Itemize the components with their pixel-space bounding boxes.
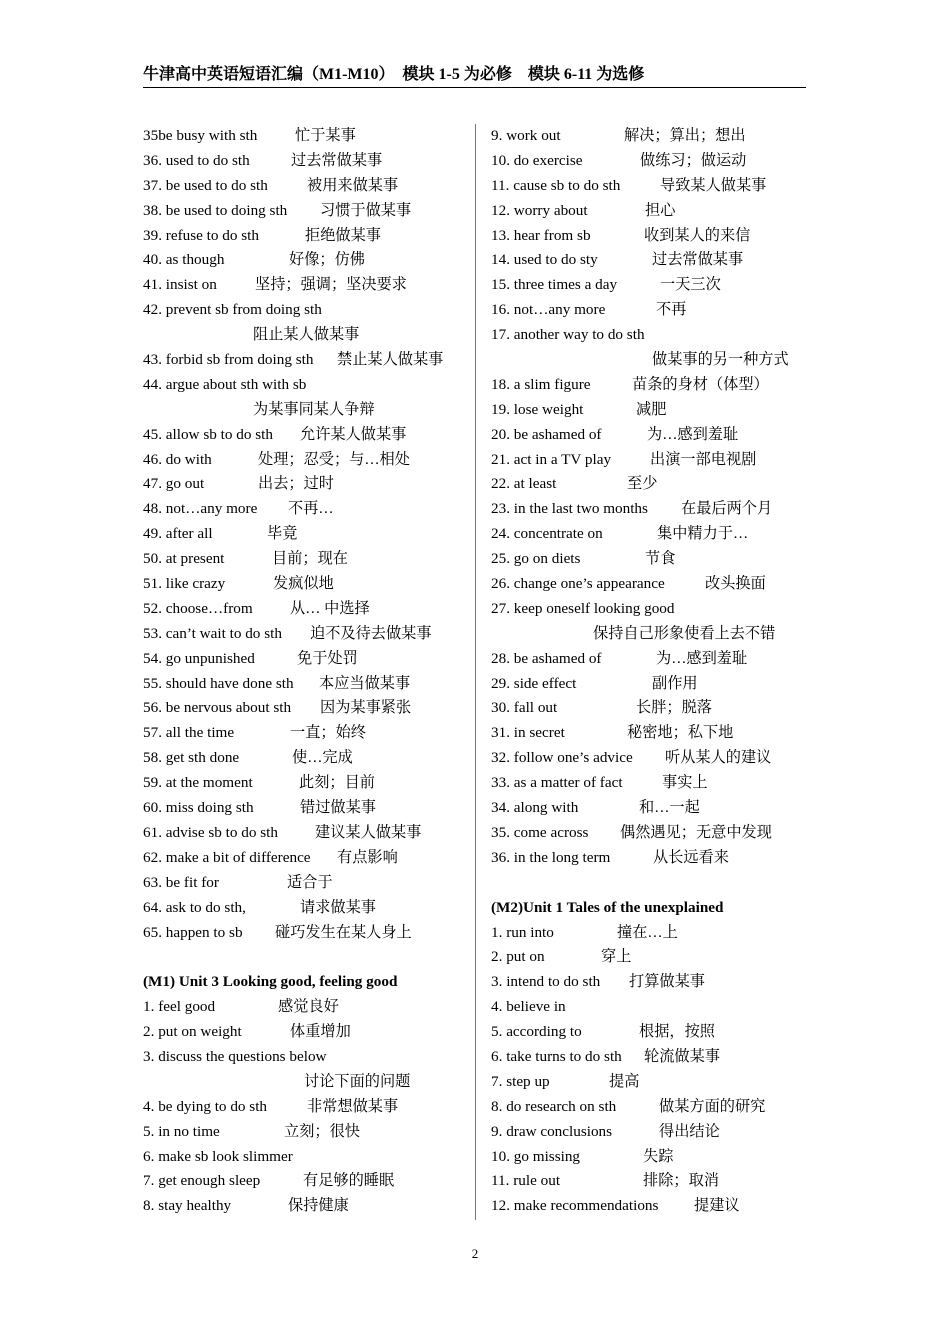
phrase-english: 7. get enough sleep (143, 1172, 261, 1190)
phrase-entry (491, 199, 821, 224)
phrase-chinese: 改头换面 (705, 575, 766, 593)
phrase-entry (491, 423, 821, 448)
phrase-entry (491, 448, 821, 473)
phrase-entry (143, 796, 473, 821)
phrase-english: 13. hear from sb (491, 226, 591, 244)
phrase-entry (491, 472, 821, 497)
phrase-chinese: 集中精力于… (657, 525, 749, 543)
phrase-chinese: 轮流做某事 (644, 1047, 720, 1065)
phrase-english: 4. believe in (491, 998, 566, 1016)
phrase-chinese: 长胖；脱落 (636, 699, 712, 717)
phrase-chinese: 错过做某事 (300, 799, 376, 817)
phrase-english: 9. work out (491, 127, 561, 144)
phrase-english: 35. come across (491, 823, 589, 841)
phrase-english: 24. concentrate on (491, 525, 603, 543)
phrase-entry (491, 373, 821, 398)
phrase-chinese: 根据，按照 (639, 1023, 715, 1041)
phrase-chinese: 秘密地；私下地 (627, 724, 734, 742)
phrase-english: 50. at present (143, 550, 225, 568)
phrase-entry (143, 1120, 473, 1145)
phrase-english: 46. do with (143, 450, 212, 468)
section-heading (143, 970, 473, 995)
phrase-entry (143, 647, 473, 672)
phrase-entry (491, 1020, 821, 1045)
phrase-english: 31. in secret (491, 724, 565, 742)
phrase-english: 22. at least (491, 475, 557, 493)
phrase-english: 48. not…any more (143, 500, 258, 518)
phrase-english: 7. step up (491, 1072, 550, 1090)
phrase-english: 1. feel good (143, 998, 216, 1016)
phrase-entry (491, 1169, 821, 1194)
phrase-entry (143, 1145, 473, 1170)
phrase-chinese: 过去常做某事 (291, 151, 383, 169)
phrase-chinese: 体重增加 (290, 1023, 351, 1041)
phrase-entry (491, 597, 821, 622)
phrase-chinese: 出演一部电视剧 (650, 450, 757, 468)
phrase-chinese: 使…完成 (292, 749, 353, 767)
phrase-entry (491, 721, 821, 746)
phrase-chinese: 减肥 (636, 400, 667, 418)
section-heading (491, 896, 821, 921)
phrase-chinese: 非常想做某事 (307, 1097, 399, 1115)
phrase-chinese: 感觉良好 (278, 998, 339, 1016)
phrase-entry (491, 1194, 821, 1219)
phrase-entry (491, 846, 821, 871)
phrase-chinese: 本应当做某事 (319, 674, 411, 692)
phrase-english: 8. do research on sth (491, 1097, 617, 1115)
phrase-entry (143, 672, 473, 697)
phrase-entry (143, 921, 473, 946)
phrase-entry (143, 746, 473, 771)
phrase-chinese: 有足够的睡眠 (303, 1172, 395, 1190)
phrase-entry (143, 1045, 473, 1070)
phrase-english: 37. be used to do sth (143, 176, 268, 194)
phrase-english: 41. insist on (143, 276, 217, 294)
phrase-english: 30. fall out (491, 699, 558, 717)
phrase-entry (491, 1120, 821, 1145)
phrase-chinese: 好像；仿佛 (289, 251, 365, 269)
phrase-entry (143, 323, 473, 348)
phrase-entry (143, 522, 473, 547)
phrase-chinese: 出去；过时 (258, 475, 334, 493)
phrase-entry (143, 472, 473, 497)
phrase-chinese: 穿上 (601, 948, 632, 966)
phrase-entry (143, 398, 473, 423)
phrase-chinese: 提高 (609, 1072, 640, 1090)
phrase-chinese: 为…感到羞耻 (647, 425, 739, 443)
phrase-chinese: 节食 (645, 550, 676, 568)
phrase-chinese: 保持健康 (288, 1197, 349, 1215)
phrase-english: 33. as a matter of fact (491, 774, 623, 792)
phrase-entry (491, 970, 821, 995)
left-column (143, 124, 473, 1219)
phrase-entry (143, 248, 473, 273)
phrase-english: 32. follow one’s advice (491, 749, 633, 767)
phrase-entry (143, 821, 473, 846)
phrase-english: 5. according to (491, 1023, 582, 1041)
phrase-english: 1. run into (491, 923, 554, 941)
phrase-chinese: 一直；始终 (290, 724, 366, 742)
page-header: 牛津高中英语短语汇编（M1-M10） 模块 1-5 为必修 模块 6-11 为选修 (143, 64, 806, 88)
phrase-english: 26. change one’s appearance (491, 575, 665, 593)
page-number: 2 (471, 1246, 479, 1261)
phrase-entry (143, 696, 473, 721)
phrase-chinese: 撞在…上 (617, 923, 678, 941)
phrase-english: 61. advise sb to do sth (143, 823, 278, 841)
phrase-chinese: 迫不及待去做某事 (310, 624, 432, 642)
phrase-entry (491, 771, 821, 796)
phrase-chinese: 有点影响 (337, 848, 398, 866)
phrase-chinese: 因为某事紧张 (320, 699, 412, 717)
phrase-entry (143, 373, 473, 398)
phrase-entry (143, 721, 473, 746)
phrase-english: 3. intend to do sth (491, 973, 601, 991)
phrase-chinese: 免于处罚 (297, 649, 358, 667)
phrase-chinese: 解决；算出；想出 (624, 127, 746, 144)
phrase-english: (M1) Unit 3 Looking good, feeling good (143, 973, 398, 991)
phrase-english: 47. go out (143, 475, 205, 493)
phrase-chinese: 毕竟 (267, 525, 298, 543)
phrase-english: 57. all the time (143, 724, 235, 742)
phrase-entry (143, 273, 473, 298)
phrase-english: 40. as though (143, 251, 225, 269)
column-divider (475, 124, 476, 1220)
phrase-entry (491, 821, 821, 846)
phrase-chinese: 事实上 (662, 774, 708, 792)
phrase-english: 3. discuss the questions below (143, 1047, 327, 1065)
blank-line (491, 871, 821, 896)
phrase-english: 58. get sth done (143, 749, 240, 767)
phrase-english: 55. should have done sth (143, 674, 294, 692)
phrase-entry (491, 622, 821, 647)
phrase-english: 52. choose…from (143, 599, 253, 617)
phrase-english: 44. argue about sth with sb (143, 375, 307, 393)
phrase-entry (491, 1095, 821, 1120)
phrase-english: 36. in the long term (491, 848, 611, 866)
phrase-entry (143, 622, 473, 647)
phrase-english: 16. not…any more (491, 301, 606, 319)
phrase-english: 43. forbid sb from doing sth (143, 351, 314, 369)
phrase-chinese: 在最后两个月 (681, 500, 773, 518)
phrase-entry (491, 323, 821, 348)
phrase-chinese: 偶然遇见；无意中发现 (620, 823, 772, 841)
phrase-english: 12. make recommendations (491, 1197, 659, 1215)
phrase-english: 4. be dying to do sth (143, 1097, 268, 1115)
blank-line (143, 945, 473, 970)
phrase-english: 36. used to do sth (143, 151, 250, 169)
phrase-entry (491, 696, 821, 721)
phrase-chinese: 为…感到羞耻 (656, 649, 748, 667)
phrase-entry (143, 846, 473, 871)
phrase-entry (143, 149, 473, 174)
phrase-chinese: 导致某人做某事 (660, 176, 767, 194)
right-column (491, 124, 821, 1219)
phrase-chinese: 习惯于做某事 (320, 201, 412, 219)
phrase-english: 38. be used to doing sth (143, 201, 288, 219)
phrase-english: 25. go on diets (491, 550, 581, 568)
phrase-chinese: 得出结论 (659, 1122, 720, 1140)
phrase-english: 54. go unpunished (143, 649, 255, 667)
phrase-entry (143, 871, 473, 896)
phrase-english: 45. allow sb to do sth (143, 425, 273, 443)
phrase-english: 39. refuse to do sth (143, 226, 259, 244)
phrase-chinese: 失踪 (643, 1147, 674, 1165)
phrase-chinese: 过去常做某事 (652, 251, 744, 269)
phrase-chinese: 处理；忍受；与…相处 (258, 450, 410, 468)
phrase-english: 19. lose weight (491, 400, 584, 418)
phrase-chinese: 提建议 (694, 1197, 740, 1215)
phrase-entry (143, 597, 473, 622)
phrase-chinese: 担心 (645, 201, 676, 219)
phrase-chinese: 阻止某人做某事 (253, 326, 360, 344)
phrase-chinese: 目前；现在 (272, 550, 348, 568)
phrase-english: 10. go missing (491, 1147, 581, 1165)
phrase-entry (143, 174, 473, 199)
phrase-entry (491, 1045, 821, 1070)
phrase-english: 11. cause sb to do sth (491, 176, 621, 194)
phrase-entry (491, 1070, 821, 1095)
phrase-entry (491, 1145, 821, 1170)
phrase-entry (143, 896, 473, 921)
phrase-chinese: 立刻；很快 (284, 1122, 360, 1140)
phrase-entry (143, 1070, 473, 1095)
phrase-entry (143, 1169, 473, 1194)
phrase-english: 10. do exercise (491, 151, 583, 169)
phrase-chinese: 做练习；做运动 (640, 151, 747, 169)
phrase-english: 35be busy with sth (143, 127, 258, 144)
phrase-english: 11. rule out (491, 1172, 561, 1190)
phrase-english: 6. make sb look slimmer (143, 1147, 293, 1165)
phrase-english: 12. worry about (491, 201, 588, 219)
phrase-entry (491, 298, 821, 323)
phrase-entry (143, 547, 473, 572)
phrase-english: 17. another way to do sth (491, 326, 645, 344)
phrase-entry (143, 1194, 473, 1219)
phrase-chinese: 不再… (288, 500, 334, 518)
phrase-english: 49. after all (143, 525, 213, 543)
phrase-entry (491, 796, 821, 821)
phrase-chinese: 讨论下面的问题 (304, 1072, 411, 1090)
phrase-english: 62. make a bit of difference (143, 848, 311, 866)
phrase-chinese: 做某方面的研究 (659, 1097, 766, 1115)
phrase-entry (143, 448, 473, 473)
phrase-english: 2. put on weight (143, 1023, 242, 1041)
phrase-chinese: 碰巧发生在某人身上 (275, 923, 412, 941)
phrase-entry (491, 124, 821, 149)
phrase-chinese: 从长远看来 (653, 848, 729, 866)
phrase-entry (491, 921, 821, 946)
phrase-entry (143, 1020, 473, 1045)
phrase-chinese: 发疯似地 (273, 575, 334, 593)
phrase-entry (491, 572, 821, 597)
phrase-english: 14. used to do sty (491, 251, 598, 269)
phrase-english: 42. prevent sb from doing sth (143, 301, 322, 319)
phrase-chinese: 忙于某事 (295, 127, 356, 144)
phrase-english: (M2)Unit 1 Tales of the unexplained (491, 898, 724, 916)
phrase-chinese: 被用来做某事 (307, 176, 399, 194)
phrase-chinese: 苗条的身材（体型） (632, 375, 769, 393)
phrase-english: 28. be ashamed of (491, 649, 602, 667)
phrase-entry (143, 771, 473, 796)
phrase-entry (143, 572, 473, 597)
phrase-entry (143, 124, 473, 149)
phrase-english: 15. three times a day (491, 276, 618, 294)
phrase-chinese: 收到某人的来信 (644, 226, 751, 244)
phrase-english: 6. take turns to do sth (491, 1047, 622, 1065)
phrase-chinese: 适合于 (287, 873, 333, 891)
phrase-entry (143, 224, 473, 249)
phrase-english: 23. in the last two months (491, 500, 648, 518)
phrase-entry (491, 746, 821, 771)
phrase-chinese: 拒绝做某事 (305, 226, 381, 244)
phrase-english: 65. happen to sb (143, 923, 243, 941)
phrase-entry (491, 497, 821, 522)
phrase-entry (491, 348, 821, 373)
phrase-english: 8. stay healthy (143, 1197, 232, 1215)
phrase-english: 18. a slim figure (491, 375, 591, 393)
phrase-entry (491, 224, 821, 249)
phrase-entry (491, 672, 821, 697)
phrase-chinese: 坚持；强调；坚决要求 (255, 276, 407, 294)
phrase-english: 5. in no time (143, 1122, 220, 1140)
phrase-entry (491, 174, 821, 199)
phrase-english: 56. be nervous about sth (143, 699, 292, 717)
phrase-chinese: 至少 (627, 475, 658, 493)
phrase-english: 51. like crazy (143, 575, 226, 593)
phrase-english: 53. can’t wait to do sth (143, 624, 282, 642)
phrase-entry (491, 945, 821, 970)
phrase-english: 27. keep oneself looking good (491, 599, 675, 617)
phrase-entry (491, 522, 821, 547)
phrase-chinese: 做某事的另一种方式 (652, 351, 789, 369)
phrase-chinese: 为某事同某人争辩 (253, 400, 375, 418)
phrase-entry (491, 547, 821, 572)
phrase-english: 64. ask to do sth, (143, 898, 246, 916)
phrase-chinese: 此刻；目前 (299, 774, 375, 792)
phrase-english: 63. be fit for (143, 873, 219, 891)
phrase-chinese: 和…一起 (639, 799, 700, 817)
phrase-entry (143, 423, 473, 448)
phrase-english: 29. side effect (491, 674, 577, 692)
phrase-chinese: 不再 (656, 301, 687, 319)
phrase-english: 60. miss doing sth (143, 799, 254, 817)
phrase-chinese: 禁止某人做某事 (337, 351, 444, 369)
phrase-english: 2. put on (491, 948, 545, 966)
phrase-entry (143, 348, 473, 373)
phrase-entry (143, 298, 473, 323)
phrase-entry (491, 995, 821, 1020)
phrase-chinese: 建议某人做某事 (315, 823, 422, 841)
phrase-chinese: 保持自己形象使看上去不错 (593, 624, 776, 642)
phrase-entry (491, 149, 821, 174)
phrase-english: 9. draw conclusions (491, 1122, 613, 1140)
phrase-english: 20. be ashamed of (491, 425, 602, 443)
phrase-entry (491, 248, 821, 273)
phrase-chinese: 听从某人的建议 (665, 749, 772, 767)
phrase-entry (491, 647, 821, 672)
phrase-entry (143, 497, 473, 522)
phrase-entry (143, 1095, 473, 1120)
phrase-chinese: 允许某人做某事 (300, 425, 407, 443)
phrase-chinese: 打算做某事 (629, 973, 705, 991)
phrase-entry (143, 199, 473, 224)
phrase-chinese: 副作用 (652, 674, 698, 692)
phrase-english: 21. act in a TV play (491, 450, 612, 468)
phrase-chinese: 从… 中选择 (290, 599, 370, 617)
phrase-english: 59. at the moment (143, 774, 253, 792)
phrase-entry (491, 398, 821, 423)
phrase-entry (143, 995, 473, 1020)
phrase-chinese: 排除；取消 (643, 1172, 719, 1190)
phrase-chinese: 一天三次 (660, 276, 721, 294)
phrase-entry (491, 273, 821, 298)
phrase-english: 34. along with (491, 799, 579, 817)
phrase-chinese: 请求做某事 (300, 898, 376, 916)
